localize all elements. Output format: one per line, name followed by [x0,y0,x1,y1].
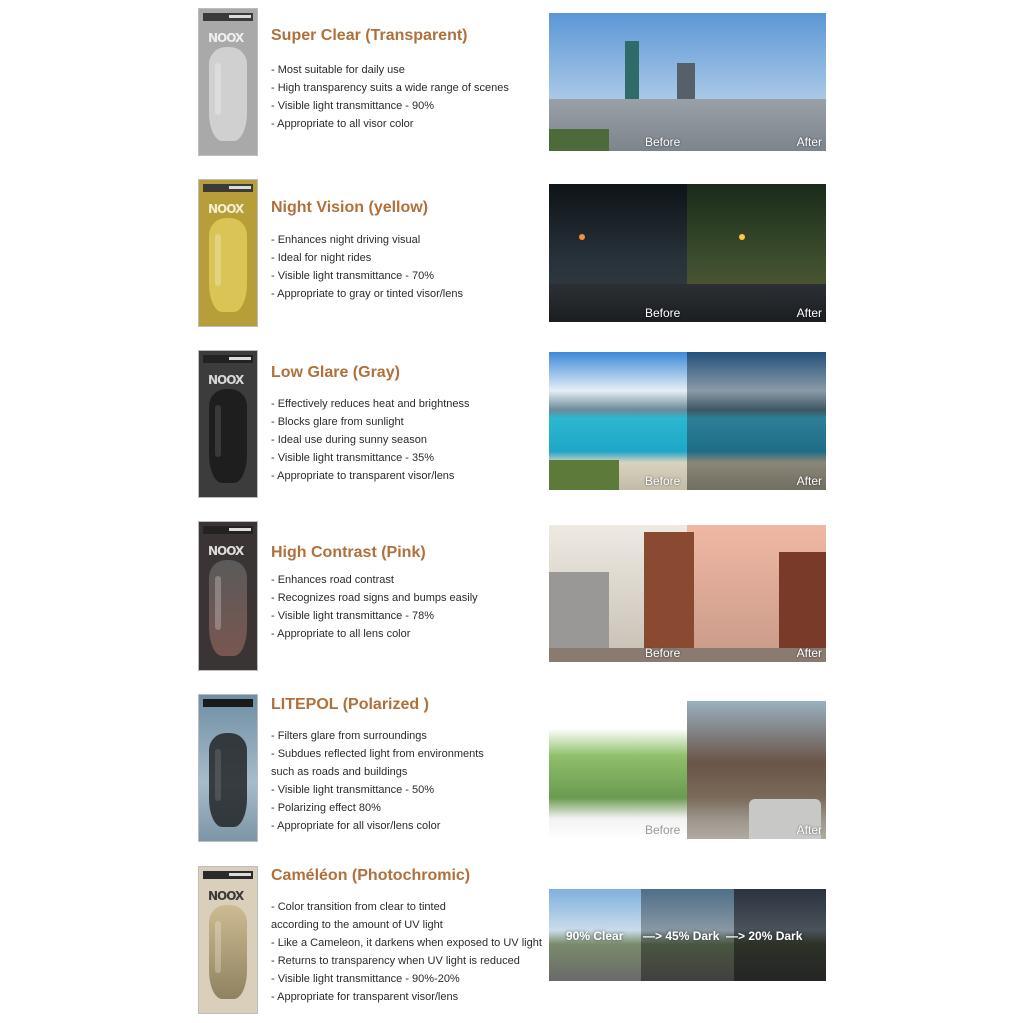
pack-logo: NOOX [208,373,244,387]
product-title: Low Glare (Gray) [271,364,400,381]
feature-item: - Recognizes road signs and bumps easily [271,592,478,604]
product-title: Super Clear (Transparent) [271,27,468,44]
feature-list [271,727,484,835]
feature-item: - Appropriate to gray or tinted visor/lens [271,288,463,300]
feature-item: - Visible light transmittance - 70% [271,270,435,282]
after-label: After [796,823,822,837]
feature-item: - Color transition from clear to tinted [271,901,446,913]
feature-item: - Appropriate for all visor/lens color [271,820,441,832]
feature-list [271,231,463,303]
feature-item: - Polarizing effect 80% [271,802,381,814]
photochromic-transition-photo [549,889,826,981]
feature-item: - Appropriate to transparent visor/lens [271,470,455,482]
product-title: High Contrast (Pink) [271,544,426,561]
visor-insert-package-image [198,8,258,156]
pack-logo: NOOX [208,889,244,903]
feature-item: - Visible light transmittance - 78% [271,610,435,622]
transition-step-20: —> 20% Dark [726,929,803,943]
feature-item: - Returns to transparency when UV light is reduced [271,955,520,967]
before-label: Before [645,646,681,660]
after-label: After [796,306,822,320]
after-label: After [796,474,822,488]
pack-logo: NOOX [208,202,244,216]
before-label: Before [645,474,681,488]
visor-insert-package-image [198,350,258,498]
feature-item: - Appropriate to all visor color [271,118,414,130]
feature-item: - Effectively reduces heat and brightness [271,398,470,410]
before-after-photo-street [549,525,826,662]
feature-item: - Appropriate for transparent visor/lens [271,991,459,1003]
feature-item: - Enhances road contrast [271,574,394,586]
feature-list [271,898,542,1006]
before-after-photo-night-street [549,184,826,322]
transition-step-clear: 90% Clear [566,929,624,943]
before-after-photo-avenue [549,701,826,839]
before-label: Before [645,823,681,837]
feature-item: - Subdues reflected light from environments [271,748,484,760]
feature-item: - Ideal for night rides [271,252,372,264]
feature-item: - Ideal use during sunny season [271,434,427,446]
feature-list [271,395,470,485]
feature-item: such as roads and buildings [271,766,408,778]
feature-list [271,61,509,133]
after-label: After [796,646,822,660]
feature-item: - Visible light transmittance - 35% [271,452,435,464]
feature-item: - Filters glare from surroundings [271,730,427,742]
feature-item: - Enhances night driving visual [271,234,421,246]
feature-item: - Blocks glare from sunlight [271,416,404,428]
feature-item: - Like a Cameleon, it darkens when exposed to UV light [271,937,542,949]
feature-list [271,571,478,643]
feature-item: - Visible light transmittance - 90% [271,100,435,112]
feature-item: - Most suitable for daily use [271,64,405,76]
visor-insert-package-image [198,866,258,1014]
pack-logo: NOOX [208,544,244,558]
feature-item: according to the amount of UV light [271,919,443,931]
transition-step-45: —> 45% Dark [643,929,720,943]
visor-insert-package-image [198,521,258,671]
visor-insert-package-image [198,179,258,327]
product-title: LITEPOL (Polarized ) [271,696,429,713]
pack-logo: NOOX [208,31,244,45]
feature-item: - Appropriate to all lens color [271,628,411,640]
before-after-photo-coast [549,352,826,490]
product-title: Caméléon (Photochromic) [271,867,471,884]
after-label: After [796,135,822,149]
feature-item: - Visible light transmittance - 90%-20% [271,973,460,985]
before-label: Before [645,306,681,320]
product-title: Night Vision (yellow) [271,199,429,216]
visor-insert-package-image [198,694,258,842]
before-after-photo-city [549,13,826,151]
before-label: Before [645,135,681,149]
feature-item: - Visible light transmittance - 50% [271,784,435,796]
feature-item: - High transparency suits a wide range of scenes [271,82,509,94]
